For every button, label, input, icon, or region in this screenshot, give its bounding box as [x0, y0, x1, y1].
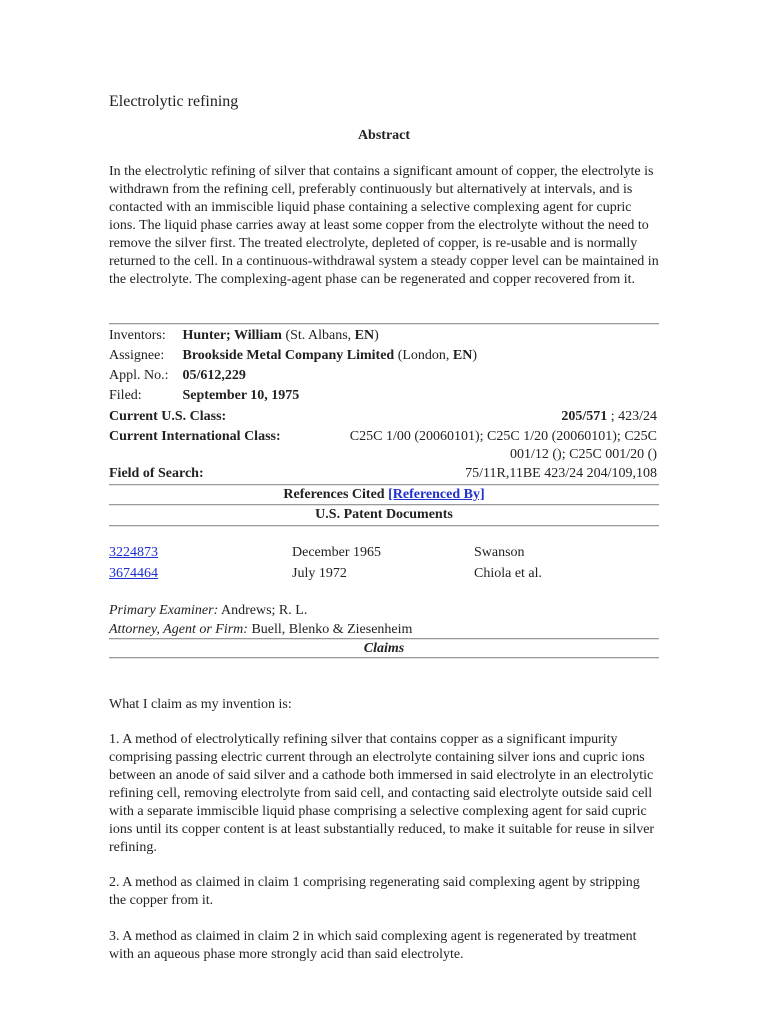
claim-item: 1. A method of electrolytically refining silver that contains copper as a significant impurity comprising passing electric current through an electrolyte containing silver ions and cupric ions between an anode of said silver and a cathode both immersed in said electrolyte in an electrolytic refining cell, removing electrolyte from said cell, and contacting said electrolyte outside said cell with a separate immiscible liquid phase comprising a selective complexing agent for said cupric ions until its copper content is at least substantially reduced, to make it suitable for reuse in silver refining.: [109, 732, 655, 855]
field-of-search-label: Field of Search:: [109, 466, 204, 481]
references-cited-label: References Cited: [283, 487, 389, 502]
assignee-label: Assignee:: [109, 348, 165, 363]
us-class-label: Current U.S. Class:: [109, 409, 227, 424]
assignee-country: EN: [452, 348, 473, 363]
assignee-name: Brookside Metal Company Limited: [182, 348, 395, 363]
page-title: Electrolytic refining: [109, 93, 239, 110]
inventors-row: [109, 326, 659, 345]
reference-name: Swanson: [474, 545, 525, 560]
divider: [109, 323, 659, 325]
intl-class-value: C25C 1/00 (20060101); C25C 1/20 (20060101); C25C 001/12 (); C25C 001/20 (): [349, 429, 657, 462]
referenced-by-link[interactable]: [Referenced By]: [388, 487, 485, 502]
patent-link[interactable]: 3224873: [109, 545, 158, 560]
assignee-row: [109, 346, 659, 365]
us-patent-documents-heading: U.S. Patent Documents: [315, 507, 453, 522]
reference-name: Chiola et al.: [474, 566, 543, 581]
intl-class-row: [109, 428, 659, 464]
filed-value: September 10, 1975: [182, 388, 300, 403]
assignee-location: (London,: [394, 348, 453, 363]
patent-link[interactable]: 3674464: [109, 566, 158, 581]
us-class-row: [109, 408, 659, 426]
claim-item: 2. A method as claimed in claim 1 comprising regenerating said complexing agent by stripping the copper from it.: [109, 875, 640, 908]
attorney-value: Buell, Blenko & Ziesenheim: [247, 622, 413, 637]
field-of-search-value: 75/11R,11BE 423/24 204/109,108: [465, 466, 657, 481]
primary-examiner-row: [109, 602, 659, 620]
claims-heading: Claims: [363, 641, 405, 656]
inventor-name: Hunter; William: [182, 328, 282, 343]
us-class-primary: 205/571: [561, 409, 608, 424]
claim-item: 3. A method as claimed in claim 2 in which said complexing agent is regenerated by treatment with an aqueous phase more strongly acid than said electrolyte.: [109, 929, 637, 962]
us-class-value: [347, 408, 657, 426]
abstract-heading: Abstract: [357, 128, 411, 143]
reference-date: December 1965: [292, 545, 382, 560]
reference-date: July 1972: [292, 566, 347, 581]
appl-no-row: [109, 366, 659, 385]
us-class-secondary: ; 423/24: [607, 409, 657, 424]
primary-examiner-value: Andrews; R. L.: [218, 603, 308, 618]
divider: [109, 657, 659, 659]
divider: [109, 525, 659, 527]
abstract-text: In the electrolytic refining of silver that contains a significant amount of copper, the electrolyte is withdrawn from the refining cell, preferably continuously but alternatively at intervals, and is contacted with an immiscible liquid phase containing a selective complexing agent for cupric ions. The liquid phase carries away at least some copper from the electrolyte without the need to remove the silver first. The treated electrolyte, depleted of copper, is re-usable and is normally returned to the cell. In a continuous-withdrawal system a steady copper level can be maintained in the electrolyte. The complexing-agent phase can be regenerated and copper recovered from it.: [109, 164, 659, 287]
filed-label: Filed:: [109, 388, 142, 403]
inventors-label: Inventors:: [109, 328, 166, 343]
appl-no-label: Appl. No.:: [109, 368, 169, 383]
inventor-country: EN: [354, 328, 375, 343]
appl-no-value: 05/612,229: [182, 368, 246, 383]
primary-examiner-label: Primary Examiner:: [109, 603, 219, 618]
attorney-row: [109, 621, 659, 639]
intl-class-label: Current International Class:: [109, 429, 281, 444]
attorney-label: Attorney, Agent or Firm:: [109, 622, 248, 637]
claims-intro: What I claim as my invention is:: [109, 697, 292, 712]
field-of-search-row: [109, 465, 659, 483]
filed-row: [109, 386, 659, 405]
inventor-location-close: ): [374, 328, 379, 343]
inventor-location: (St. Albans,: [281, 328, 355, 343]
references-heading: [109, 486, 659, 504]
assignee-location-close: ): [472, 348, 478, 363]
